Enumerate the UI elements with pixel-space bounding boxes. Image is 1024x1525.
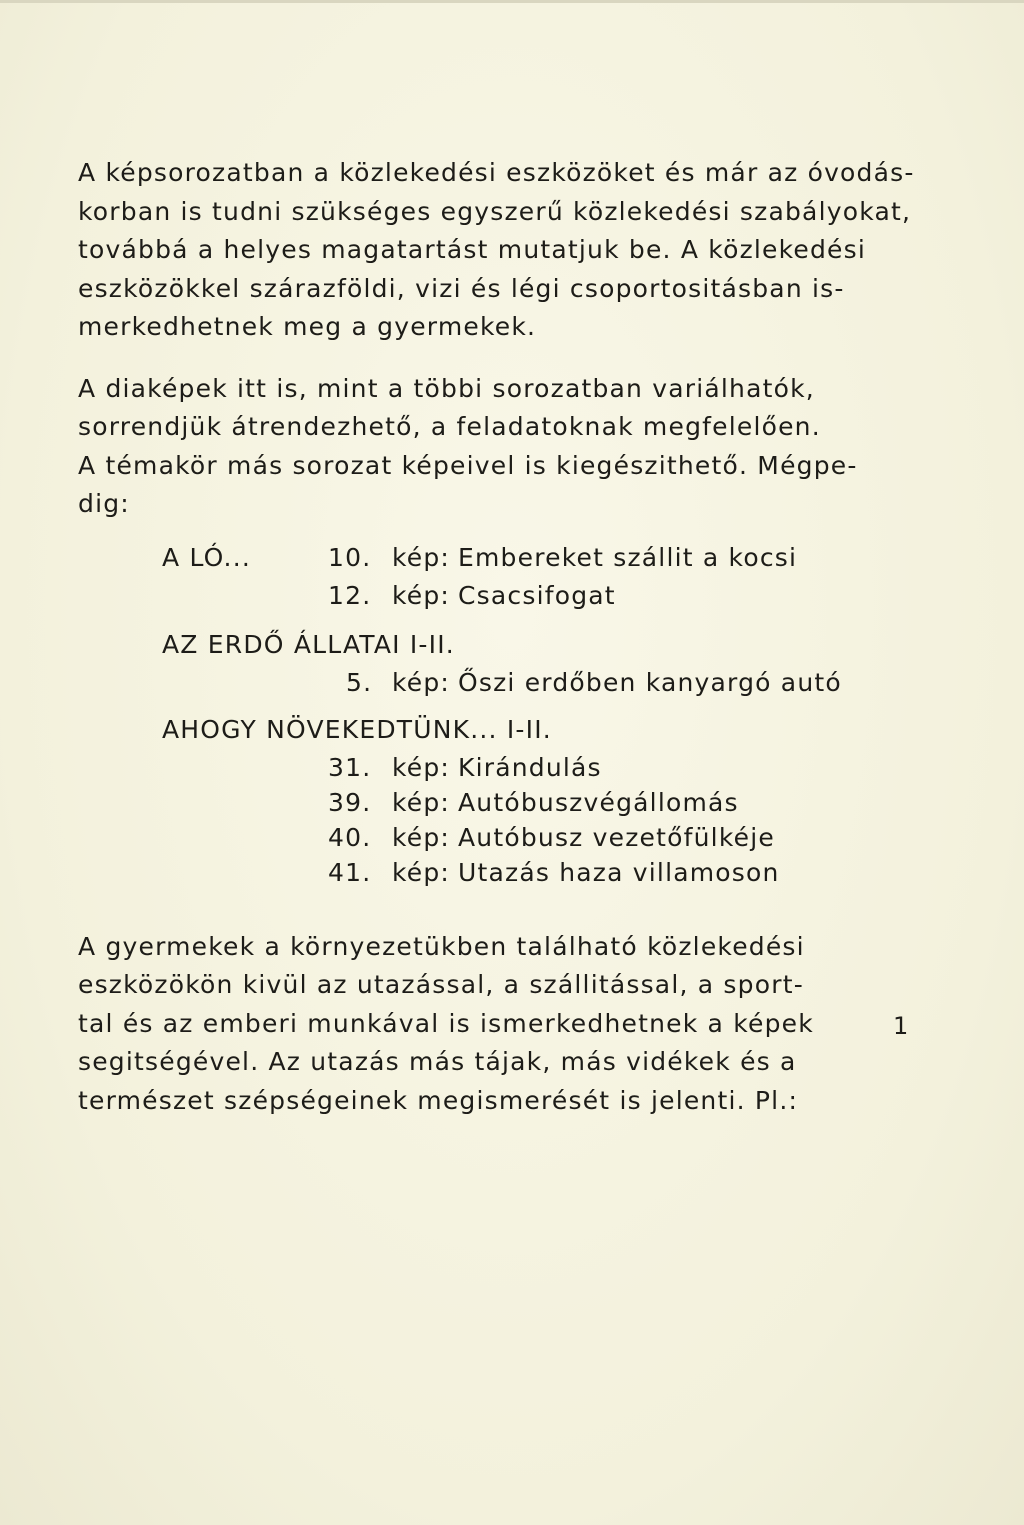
page-top-edge (0, 0, 1024, 3)
image-label: kép: (392, 822, 451, 852)
text-line: A témakör más sorozat képeivel is kiegészithető. Mégpe- (78, 450, 858, 480)
text-line: A diaképek itt is, mint a többi sorozatban variálhatók, (78, 373, 815, 403)
image-label: kép: (392, 787, 451, 817)
image-entry (78, 750, 948, 785)
image-number: 5. (346, 667, 373, 697)
image-description: Utazás haza villamoson (458, 857, 780, 887)
image-description: Kirándulás (458, 752, 602, 782)
image-entry (78, 785, 948, 820)
image-entry (78, 578, 948, 613)
text-line: továbbá a helyes magatartást mutatjuk be. A közlekedési (78, 235, 867, 264)
series-title: AZ ERDŐ ÁLLATAI I-II. (162, 629, 455, 659)
text-line: tal és az emberi munkával is ismerkedhetnek a képek (78, 1008, 814, 1038)
image-description: Autóbusz vezetőfülkéje (458, 822, 775, 852)
page-number: 1 (893, 1012, 909, 1040)
image-number: 39. (328, 787, 372, 817)
image-number: 41. (328, 857, 372, 887)
text-line: természet szépségeinek megismerését is jelenti. Pl.: (78, 1085, 799, 1115)
intro-paragraph (78, 154, 948, 347)
text-line: A gyermekek a környezetükben található közlekedési (78, 931, 805, 961)
image-number: 10. (328, 542, 372, 572)
image-label: kép: (392, 857, 451, 887)
series-title: A LÓ... (162, 542, 251, 572)
image-number: 12. (328, 580, 372, 610)
image-description: Autóbuszvégállomás (458, 787, 739, 817)
image-number: 31. (328, 752, 372, 782)
image-number: 40. (328, 822, 372, 852)
text-line: eszközökkel szárazföldi, vizi és légi csoportositásban is- (78, 273, 845, 303)
text-line: dig: (78, 489, 130, 518)
series-entry (78, 538, 948, 578)
image-entry (78, 820, 948, 855)
image-description: Őszi erdőben kanyargó autó (458, 667, 842, 697)
series-list (78, 538, 948, 890)
image-label: kép: (392, 580, 451, 610)
image-label: kép: (392, 752, 451, 782)
text-line: segitségével. Az utazás más tájak, más vidékek és a (78, 1047, 797, 1076)
image-label: kép: (392, 542, 451, 572)
text-line: sorrendjük átrendezhető, a feladatoknak megfelelően. (78, 412, 821, 441)
image-description: Embereket szállit a kocsi (458, 542, 798, 572)
series-title: AHOGY NÖVEKEDTÜNK... I-II. (162, 714, 552, 744)
image-entry (78, 665, 948, 700)
variants-paragraph (78, 370, 948, 524)
closing-paragraph (78, 928, 948, 1121)
text-line: korban is tudni szükséges egyszerű közlekedési szabályokat, (78, 196, 912, 226)
image-description: Csacsifogat (458, 580, 616, 610)
image-label: kép: (392, 667, 451, 697)
text-line: eszközökön kivül az utazással, a szállitással, a sport- (78, 970, 804, 999)
text-line: A képsorozatban a közlekedési eszközöket és már az óvodás- (78, 158, 915, 187)
text-line: merkedhetnek meg a gyermekek. (78, 312, 537, 341)
document-body (78, 154, 948, 1120)
image-entry (78, 855, 948, 890)
